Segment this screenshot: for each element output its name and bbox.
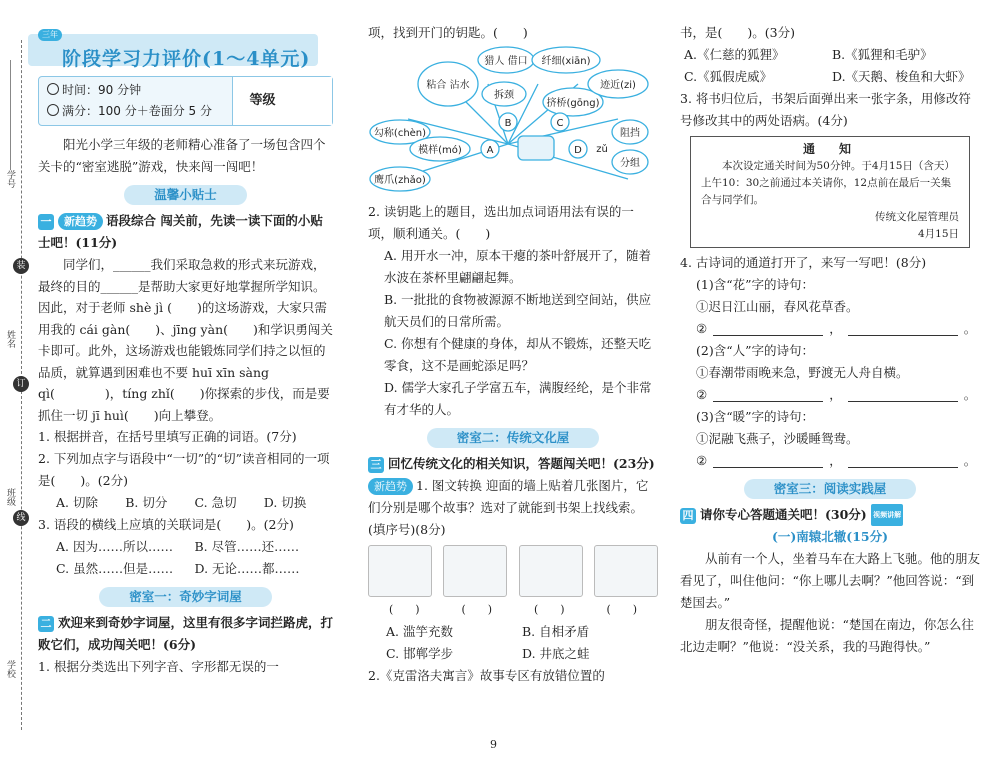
clock-icon bbox=[47, 83, 59, 95]
intro-text: 阳光小学三年级的老师精心准备了一场包含四个关卡的“密室逃脱”游戏，快来闯一闯吧！ bbox=[38, 137, 326, 174]
poem-given: ①春潮带雨晚来急，野渡无人舟自横。 bbox=[696, 365, 909, 380]
answer-line[interactable] bbox=[713, 322, 823, 336]
key-letter: D bbox=[574, 145, 582, 156]
question-3: 3. 将书归位后，书架后面弹出来一张字条，用修改符号修改其中的两处语病。(4分) bbox=[680, 91, 971, 128]
question-1: 1. 根据拼音，在括号里填写正确的词语。(7分) bbox=[38, 429, 297, 444]
gutter-label-class: 班级 bbox=[5, 488, 15, 506]
notice-box bbox=[690, 136, 970, 248]
answer-line[interactable] bbox=[848, 388, 958, 402]
band-room-one: 密室一：奇妙字词屋 bbox=[99, 587, 272, 607]
continued-text: 书，是( )。(3分) bbox=[680, 25, 795, 40]
key-pinyin: zǔ bbox=[596, 144, 608, 155]
option: C.《狐假虎威》 bbox=[684, 69, 773, 84]
question-2: 2. 读钥匙上的题目，选出加点词语用法有误的一项，顺利通关。( ) bbox=[368, 204, 634, 241]
notice-sign: 传统文化屋管理员 bbox=[875, 211, 959, 223]
gutter-label-school: 学校 bbox=[5, 660, 15, 678]
option: A. 用开水一冲，原本干瘪的茶叶舒展开了，随着水波在茶杯里翩翩起舞。 bbox=[384, 248, 651, 285]
binding-gutter bbox=[0, 0, 30, 764]
option: D. 切换 bbox=[263, 495, 307, 510]
grade-label: 等级 bbox=[249, 93, 276, 108]
story-pictures bbox=[368, 545, 658, 597]
book-options bbox=[680, 44, 980, 88]
continued-text: 项，找到开门的钥匙。( ) bbox=[368, 25, 528, 40]
key-word: 阻挡 bbox=[620, 128, 640, 139]
poem-given: ①泥融飞燕子，沙暖睡鸳鸯。 bbox=[696, 431, 859, 446]
key-word: 挤桥(gōng) bbox=[546, 98, 600, 109]
section-number: 二 bbox=[38, 616, 54, 632]
option: A.《仁慈的狐狸》 bbox=[684, 47, 785, 62]
section-title: 语段综合 闯关前，先读一读下面的小贴士吧！(11分) bbox=[38, 213, 323, 250]
column-left bbox=[38, 22, 333, 678]
option: B. 一批批的食物被源源不断地送到空间站，供应航天员们的日常所需。 bbox=[384, 292, 652, 329]
binding-hole: 订 bbox=[13, 376, 29, 392]
column-middle bbox=[368, 22, 658, 687]
trophy-icon bbox=[47, 104, 59, 116]
option: C. 邯郸学步 bbox=[386, 646, 454, 661]
section-title: 回忆传统文化的相关知识，答题闯关吧！(23分) bbox=[388, 456, 655, 471]
answer-line[interactable] bbox=[713, 388, 823, 402]
key-word: 迹近(zi) bbox=[600, 80, 636, 91]
band-room-two: 密室二：传统文化屋 bbox=[427, 428, 600, 448]
poem-answer-line: ② ， 。 bbox=[680, 450, 980, 472]
gutter-label-name: 姓名 bbox=[5, 330, 15, 348]
option: D. 井底之蛙 bbox=[522, 646, 590, 661]
circle-number: ② bbox=[696, 321, 708, 336]
section-three-heading bbox=[368, 453, 658, 475]
story-picture bbox=[368, 545, 432, 597]
section-number: 四 bbox=[680, 508, 696, 524]
key-word: 纤细(xiān) bbox=[541, 56, 591, 67]
key-icon bbox=[518, 136, 554, 160]
option: D. 无论……都…… bbox=[194, 561, 300, 576]
notice-body: 本次设定通关时间为50分钟。于4月15日（含天）上午10：30之前通过本关请你，12点前在最后一关集合与同学们。 bbox=[701, 160, 955, 206]
trend-pill: 新趋势 bbox=[58, 213, 103, 230]
tips-passage: 同学们，______我们采取急救的形式来玩游戏，最终的目的______是帮助大家更好地掌握所学知识。因此，对于老师 shè jì ( )的这场游戏，大家只需用我的 cái gàn( )、jīng yàn( )和学识勇闯关卡即可。此外，这场游戏也能锻炼同学们持之以恒的品质，就算遇到困难也不要 huī xīn sàng qì( )，tíng zhǐ( )你探索的步伐，而是要抓住一切 jī huì( )向上攀登。 bbox=[38, 257, 333, 423]
story-picture bbox=[594, 545, 658, 597]
option: B. 自相矛盾 bbox=[522, 624, 590, 639]
answer-line[interactable] bbox=[713, 454, 823, 468]
question-2b: 2.《克雷洛夫寓言》故事专区有放错位置的 bbox=[368, 668, 605, 683]
answer-blank[interactable]: ( ) bbox=[388, 603, 420, 616]
option: A. 因为……所以…… bbox=[56, 539, 173, 554]
exam-score: 满分：100 分＋卷面分 5 分 bbox=[62, 104, 212, 118]
story-paragraph: 从前有一个人，坐着马车在大路上飞驰。他的朋友看见了，叫住他问：“你上哪儿去啊？”他回答说：“到楚国去。” bbox=[680, 551, 981, 610]
poem-answer-line: ② ， 。 bbox=[680, 384, 980, 406]
key-word: 猎人 借口 bbox=[484, 56, 528, 67]
option: B. 尽管……还…… bbox=[194, 539, 300, 554]
section-title: 请你专心答题通关吧！(30分) bbox=[700, 507, 867, 522]
story-picture bbox=[519, 545, 583, 597]
question-3: 3. 语段的横线上应填的关联词是( )。(2分) bbox=[38, 517, 294, 532]
video-play-icon[interactable]: 视频讲解 bbox=[871, 504, 903, 526]
answer-blank[interactable]: ( ) bbox=[533, 603, 565, 616]
section-two-heading bbox=[38, 612, 333, 656]
story-picture bbox=[443, 545, 507, 597]
story-options bbox=[368, 621, 658, 665]
option: C. 急切 bbox=[194, 495, 237, 510]
question-2: 2. 下列加点字与语段中“一切”的“切”读音相同的一项是( )。(2分) bbox=[38, 451, 330, 488]
key-word: 鹰爪(zhǎo) bbox=[374, 175, 426, 186]
key-word: 拆颈 bbox=[494, 90, 514, 101]
question-3-options bbox=[38, 536, 333, 580]
key-letter: A bbox=[486, 145, 494, 156]
poem-answer-line: ② ， 。 bbox=[680, 318, 980, 340]
grade-tag: 三年 bbox=[38, 29, 62, 41]
answer-line[interactable] bbox=[848, 454, 958, 468]
section-number: 一 bbox=[38, 214, 54, 230]
section-two-question-1: 1. 根据分类选出下列字音、字形都无误的一 bbox=[38, 659, 279, 674]
gutter-write-line bbox=[10, 60, 11, 170]
question-4: 4. 古诗词的通道打开了，来写一写吧！(8分) bbox=[680, 255, 927, 270]
option: D.《天鹅、梭鱼和大虾》 bbox=[832, 69, 971, 84]
band-room-three: 密室三：阅读实践屋 bbox=[744, 479, 917, 499]
binding-hole: 装 bbox=[13, 258, 29, 274]
poem-prompt: (3)含“暖”字的诗句： bbox=[696, 409, 814, 424]
circle-number: ② bbox=[696, 453, 708, 468]
key-word: 勾称(chèn) bbox=[373, 128, 427, 139]
story-title: (一)南辕北辙(15分) bbox=[771, 529, 889, 544]
key-word: 模样(mó) bbox=[418, 145, 462, 156]
poem-prompt: (2)含“人”字的诗句： bbox=[696, 343, 814, 358]
section-three-question-1 bbox=[368, 475, 658, 541]
picture-answer-blanks bbox=[368, 599, 658, 621]
key-word: 分组 bbox=[620, 158, 640, 169]
band-tips: 温馨小贴士 bbox=[124, 185, 247, 205]
notice-date: 4月15日 bbox=[917, 228, 959, 240]
option: A. 滥竽充数 bbox=[386, 624, 453, 639]
story-paragraph: 朋友很奇怪，提醒他说：“楚国在南边，你怎么往北边走啊？”他说：“没关系，我的马跑得快。” bbox=[680, 617, 974, 654]
trend-pill: 新趋势 bbox=[368, 478, 413, 495]
key-letter: C bbox=[556, 118, 564, 129]
section-four-heading bbox=[680, 504, 980, 526]
section-title: 欢迎来到奇妙字词屋，这里有很多字词拦路虎，打败它们，成功闯关吧！(6分) bbox=[38, 615, 334, 652]
key-word: 粘合 沾水 bbox=[426, 80, 470, 91]
option: B. 切分 bbox=[125, 495, 168, 510]
page-title: 阶段学习力评价(1～4单元) bbox=[62, 48, 311, 70]
exam-info-box bbox=[38, 76, 333, 126]
section-number: 三 bbox=[368, 457, 384, 473]
exam-time: 时间：90 分钟 bbox=[62, 83, 142, 97]
page-number: 9 bbox=[490, 738, 497, 751]
answer-line[interactable] bbox=[848, 322, 958, 336]
option: B.《狐狸和毛驴》 bbox=[832, 47, 933, 62]
option: C. 虽然……但是…… bbox=[56, 561, 174, 576]
gutter-label-student-id: 学号 bbox=[5, 170, 15, 188]
circle-number: ② bbox=[696, 387, 708, 402]
option: C. 你想有个健康的身体，却从不锻炼，还整天吃零食，这不是画蛇添足吗？ bbox=[384, 336, 652, 373]
option: D. 儒学大家孔子学富五车，满腹经纶，是个非常有才华的人。 bbox=[384, 380, 652, 417]
column-right bbox=[680, 22, 980, 658]
section-one-heading bbox=[38, 210, 333, 254]
poem-prompt: (1)含“花”字的诗句： bbox=[696, 277, 814, 292]
question-text: 1. 图文转换 迎面的墙上贴着几张图片，它们分别是哪个故事？选对了就能到书架上找线索。(填序号)(8分) bbox=[368, 478, 649, 537]
poem-given: ①迟日江山丽，春风花草香。 bbox=[696, 299, 859, 314]
key-letter: B bbox=[504, 118, 512, 129]
answer-blank[interactable]: ( ) bbox=[606, 603, 638, 616]
option: A. 切除 bbox=[56, 495, 98, 510]
key-diagram bbox=[368, 44, 658, 194]
binding-hole: 线 bbox=[13, 510, 29, 526]
notice-title: 通 知 bbox=[802, 142, 857, 156]
question-2-options bbox=[38, 492, 333, 514]
answer-blank[interactable]: ( ) bbox=[461, 603, 493, 616]
